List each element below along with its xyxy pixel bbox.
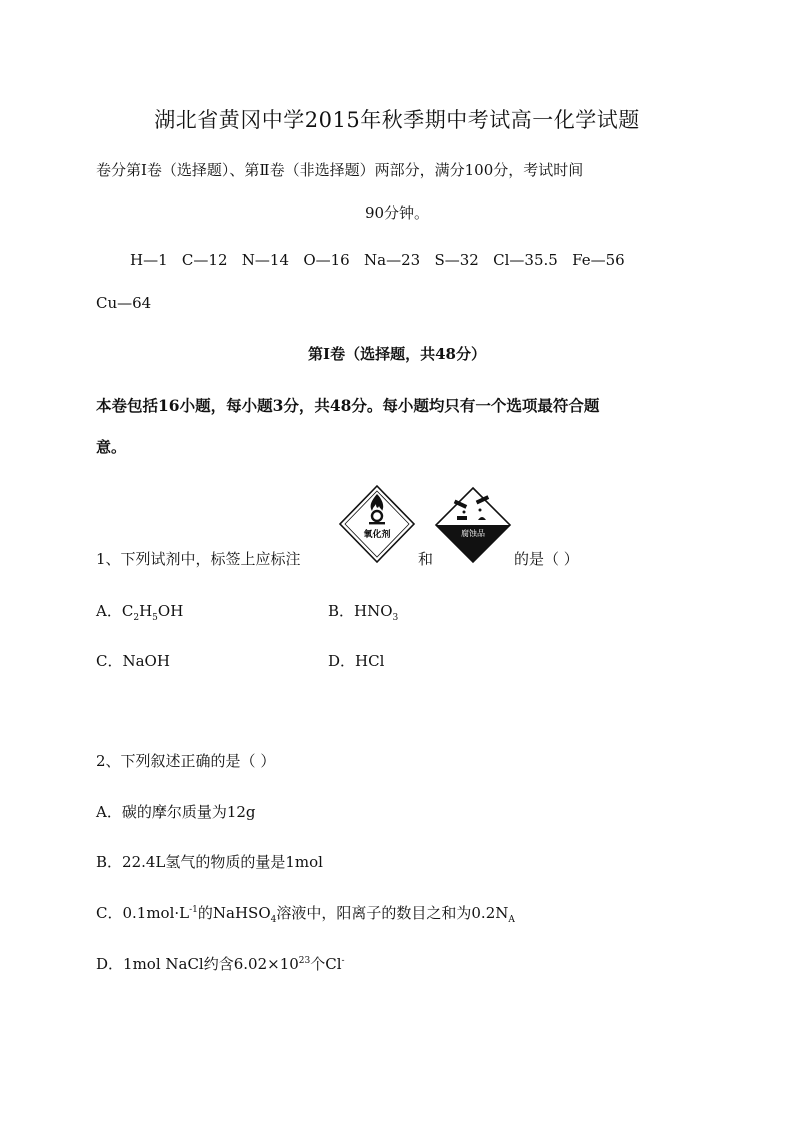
page-title: 湖北省黄冈中学2015年秋季期中考试高一化学试题 — [154, 108, 640, 132]
instruction-line-1: 本卷包括16小题，每小题3分，共48分。每小题均只有一个选项最符合题 — [96, 396, 600, 415]
q1-option-b: B．$HNO_3$ — [328, 602, 399, 623]
q1-option-c: C．NaOH — [96, 652, 170, 670]
q2-option-a: A．碳的摩尔质量为12g — [96, 803, 256, 821]
q2-stem: 2、下列叙述正确的是（ ） — [96, 752, 276, 770]
q1-option-a: A．$C_2H_5OH$ — [96, 602, 184, 623]
intro-line-2: 90分钟。 — [364, 204, 430, 222]
oxidizer-hazard-sign — [338, 484, 416, 564]
intro-line-1: 卷分第Ⅰ卷（选择题）、第Ⅱ卷（非选择题）两部分，满分100分，考试时间 — [96, 161, 584, 179]
q2-option-d: D．1mol NaCl约含$6.02\times 10^{23}$个Cl- — [96, 955, 345, 973]
corrosive-sign-label: 腐蚀品 — [461, 529, 485, 538]
atomic-masses-line-2: Cu—64 — [96, 294, 152, 312]
q1-conjunction: 和 — [418, 550, 434, 568]
q1-prefix: 1、下列试剂中，标签上应标注 — [96, 550, 301, 568]
q1-suffix: 的是（ ） — [514, 550, 579, 568]
atomic-masses-line-1: H—1 C—12 N—14 O—16 Na—23 S—32 Cl—35.5 Fe—56 — [130, 251, 625, 269]
corrosive-hazard-sign — [434, 486, 512, 564]
oxidizer-sign-label: 氧化剂 — [363, 530, 391, 540]
section-heading: 第Ⅰ卷（选择题，共48分） — [308, 345, 486, 363]
instruction-line-2: 意。 — [96, 438, 127, 456]
q1-option-d: D．HCl — [328, 652, 385, 670]
q2-option-b: B．22.4L氢气的物质的量是1mol — [96, 853, 323, 871]
q2-option-c: C．$0.1mol\cdot L^{-1}$的NaHSO$_4$溶液中，阳离子的数目之和为$0.2N_A$ — [96, 904, 515, 925]
